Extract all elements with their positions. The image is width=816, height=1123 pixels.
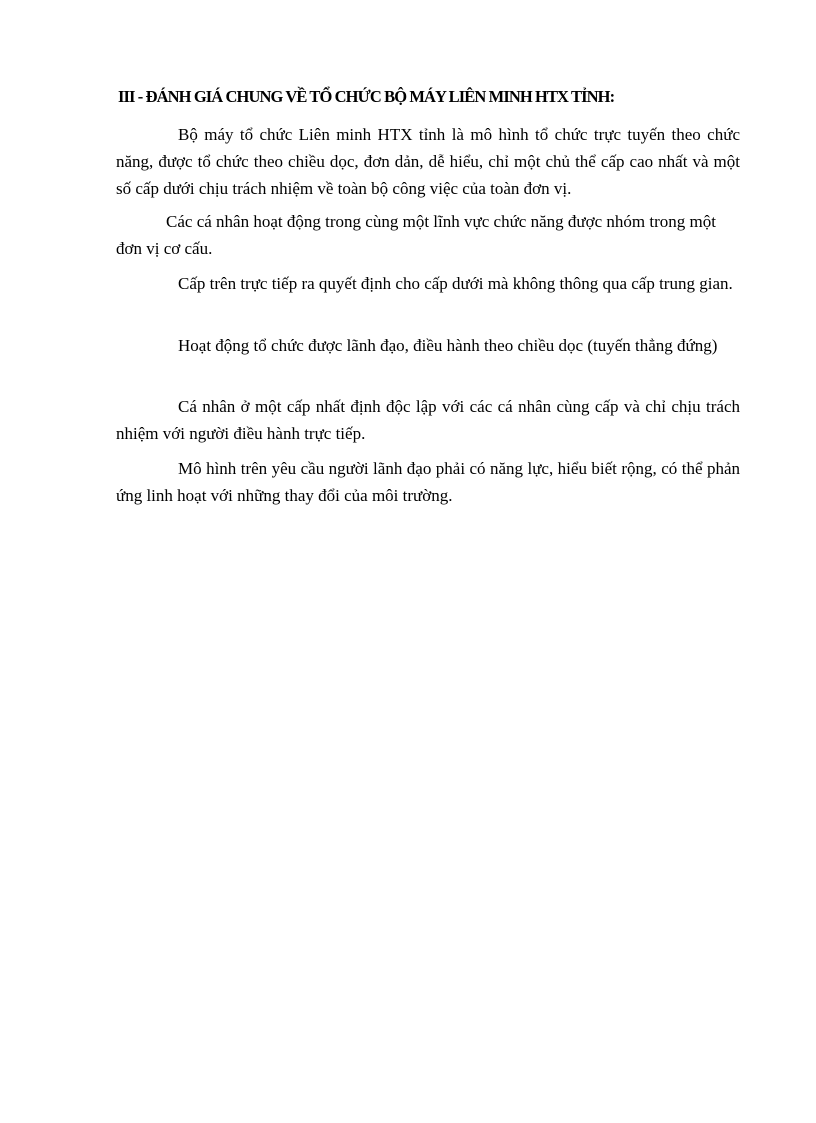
paragraph-organization-model: Bộ máy tổ chức Liên minh HTX tỉnh là mô hình tổ chức trực tuyến theo chức năng, được tổ chức theo chiều dọc, đơn dản, dễ hiểu, chỉ một chủ thể cấp cao nhất và một số cấp dưới chịu trách nhiệm về toàn bộ công việc của toàn đơn vị. [116,125,740,198]
paragraph-leader-requirements: Mô hình trên yêu cầu người lãnh đạo phải có năng lực, hiểu biết rộng, có thể phản ứng linh hoạt với những thay đổi của môi trường. [116,459,740,505]
paragraph-functional-grouping: Các cá nhân hoạt động trong cùng một lĩnh vực chức năng được nhóm trong một đơn vị cơ cấu. [116,212,716,258]
section-heading: III - ĐÁNH GIÁ CHUNG VỀ TỔ CHỨC BỘ MÁY LIÊN MINH HTX TỈNH: [118,87,615,106]
paragraph-vertical-leadership: Hoạt động tổ chức được lãnh đạo, điều hành theo chiều dọc (tuyến thẳng đứng) [178,336,718,355]
paragraph-individual-independence: Cá nhân ở một cấp nhất định độc lập với các cá nhân cùng cấp và chỉ chịu trách nhiệm với người điều hành trực tiếp. [116,397,740,443]
paragraph-direct-decision: Cấp trên trực tiếp ra quyết định cho cấp dưới mà không thông qua cấp trung gian. [178,274,733,293]
